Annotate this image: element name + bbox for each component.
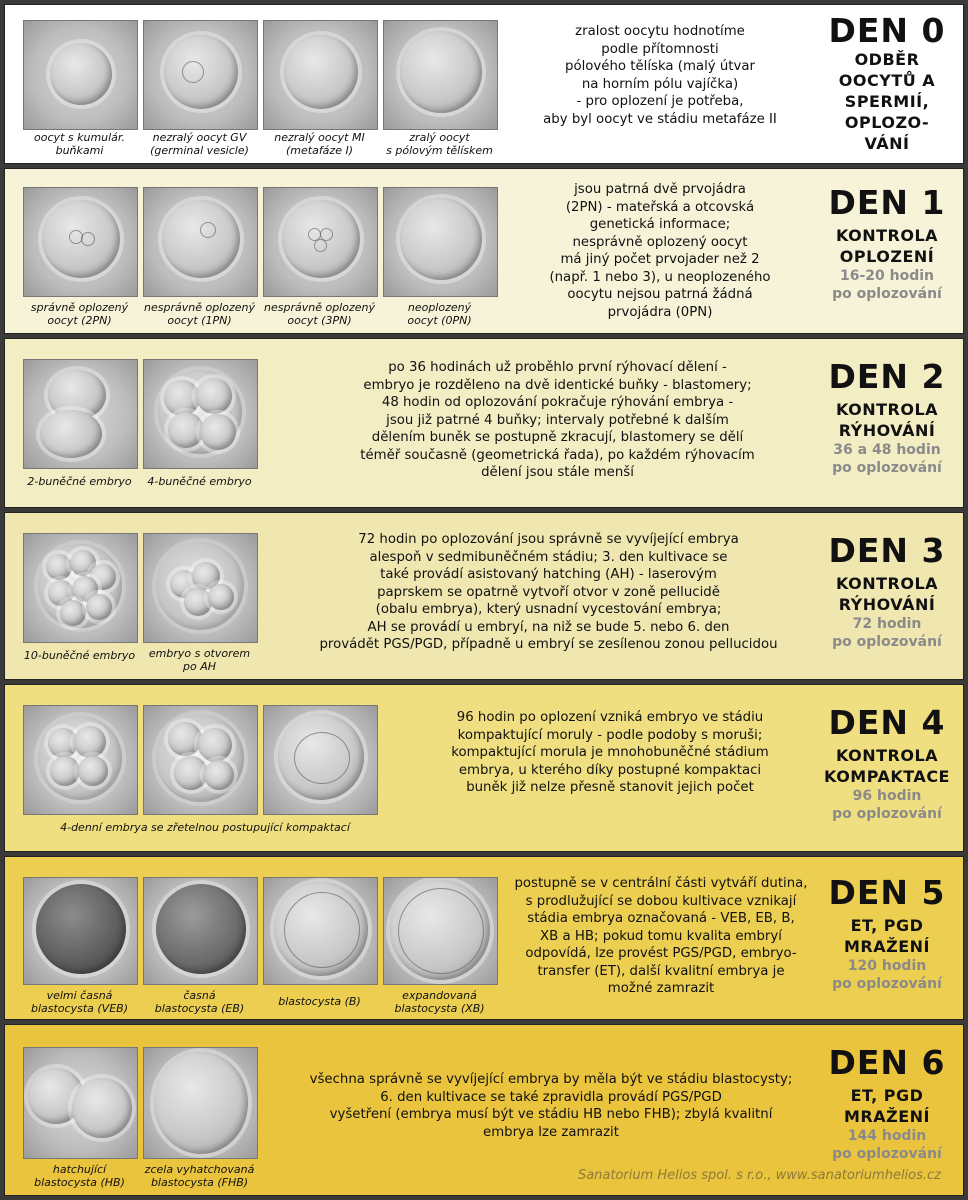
panel-day-4 [4,684,964,852]
embryo-image [143,533,258,643]
panel-description: jsou patrná dvě prvojádra (2PN) - mateřská a otcovská genetická informace; nesprávně oplozený oocyt má jiný počet prvojader než 2 (např. 1 nebo 3), u neoplozeného oocytu nejsou patrná žádná prvojádra (0PN) [549,182,771,320]
day-label-block [811,533,963,651]
image-caption: 2-buněčné embryo [27,475,132,488]
blastocyst-image [263,877,378,985]
day-number: DEN 6 [828,1043,946,1082]
embryo-image [143,705,258,815]
day-title: KONTROLA RÝHOVÁNÍ [835,574,939,614]
day-number: DEN 4 [828,703,946,742]
image-caption: embryo s otvorem po AH [148,647,251,673]
day-label-block [811,359,963,477]
day-title: KONTROLA OPLOZENÍ [835,226,939,266]
blastocyst-image [23,877,138,985]
panel-description: postupně se v centrální části vytváří dutina, s prodlužující se dobou kultivace vznikají stádia embrya označovaná - VEB, EB, B, XB a HB; pokud tomu kvalita embryí odpovídá, lze provést PGS/PGD, embryo- transfer (ET), další kvalitní embrya je možné zamrazit [514,876,808,996]
day-time: 144 hodin po oplozování [832,1128,942,1162]
day-label-block [811,875,963,993]
image-caption: správně oplozený oocyt (2PN) [30,301,129,327]
image-caption: expandovaná blastocysta (XB) [394,989,485,1015]
image-caption: zralý oocyt s pólovým tělískem [386,131,493,157]
day-title: ET, PGD MRAŽENÍ [844,916,930,956]
image-caption: oocyt s kumulár. buňkami [34,131,125,157]
group-caption: 4-denní embrya se zřetelnou postupující kompaktací [60,821,350,834]
image-caption: neoplozený oocyt (0PN) [407,301,472,327]
image-caption: nezralý oocyt MI (metafáze I) [274,131,365,157]
image-caption: nezralý oocyt GV (germinal vesicle) [150,131,249,157]
panel-description: všechna správně se vyvíjející embrya by měla být ve stádiu blastocysty; 6. den kultivace se také zpravidla provádí PGS/PGD vyšetření (embrya musí být ve stádiu HB nebo FHB); zbylá kvalitní embrya lze zamrazit [309,1072,793,1140]
blastocyst-image [383,877,498,985]
day-number: DEN 0 [828,11,946,50]
day-title: ET, PGD MRAŽENÍ [844,1086,930,1126]
panel-description: po 36 hodinách už proběhlo první rýhovací dělení - embryo je rozděleno na dvě identické buňky - blastomery; 48 hodin od oplozování pokračuje rýhování embrya - jsou již patrné 4 buňky; intervaly potřebné k dalším dělením buněk se postupně zkracují, blastomery se dělí téměř současně (geometrická řada), po každém rýhovacím dělení jsou stále menší [360,360,755,480]
image-caption: 4-buněčné embryo [147,475,252,488]
panel-day-0 [4,4,964,164]
day-title: KONTROLA KOMPAKTACE [824,746,950,786]
day-label-block [811,13,963,154]
image-caption: 10-buněčné embryo [23,649,136,662]
image-caption: nesprávně oplozený oocyt (1PN) [144,301,255,327]
blastocyst-image [143,1047,258,1159]
day-label-block [811,1045,963,1163]
panel-description: zralost oocytu hodnotíme podle přítomnosti pólového tělíska (malý útvar na horním pólu vajíčka) - pro oplození je potřeba, aby byl oocyt ve stádiu metafáze II [543,24,777,127]
blastocyst-image [143,877,258,985]
embryo-image [263,705,378,815]
embryo-image [143,359,258,469]
image-caption: hatchující blastocysta (HB) [34,1163,125,1189]
oocyte-image [263,187,378,297]
day-number: DEN 2 [828,357,946,396]
oocyte-image [143,187,258,297]
image-caption: velmi časná blastocysta (VEB) [31,989,128,1015]
embryo-image [23,533,138,643]
day-number: DEN 5 [828,873,946,912]
image-caption: zcela vyhatchovaná blastocysta (FHB) [144,1163,255,1189]
day-number: DEN 3 [828,531,946,570]
image-caption: časná blastocysta (EB) [154,989,245,1015]
panel-day-1 [4,168,964,334]
day-time: 72 hodin po oplozování [832,616,942,650]
panel-day-5 [4,856,964,1020]
day-time: 36 a 48 hodin po oplozování [832,442,942,476]
oocyte-image [383,187,498,297]
panel-description: 72 hodin po oplozování jsou správně se vyvíjející embrya alespoň v sedmibuněčném stádiu; 3. den kultivace se také provádí asistovaný hatching (AH) - laserovým paprskem se opatrně vytvoří otvor v zoně pellucidě (obalu embrya), který usnadní vycestování embrya; AH se provádí u embryí, na niž se bude 5. nebo 6. den provádět PGS/PGD, případně u embryí se zesílenou zonou pellucidou [319,532,778,652]
blastocyst-image [23,1047,138,1159]
image-caption: blastocysta (B) [278,995,361,1008]
oocyte-image [263,20,378,130]
embryo-image [23,359,138,469]
oocyte-image [23,187,138,297]
panel-day-2 [4,338,964,508]
panel-day-6 [4,1024,964,1196]
embryo-image [23,705,138,815]
day-number: DEN 1 [828,183,946,222]
day-label-block [811,185,963,303]
panel-description: 96 hodin po oplození vzniká embryo ve stádiu kompaktující moruly - podle podoby s moruši; kompaktující morula je mnohobuněčné stádium embrya, u kterého díky postupné kompaktaci buněk již nelze přesně stanovit jejich počet [451,710,769,795]
oocyte-image [23,20,138,130]
day-time: 16-20 hodin po oplozování [832,268,942,302]
day-time: 96 hodin po oplozování [832,788,942,822]
day-label-block [811,705,963,823]
oocyte-image [383,20,498,130]
day-time: 120 hodin po oplozování [832,958,942,992]
day-title: KONTROLA RÝHOVÁNÍ [835,400,939,440]
day-title: ODBĚR OOCYTŮ A SPERMIÍ, OPLOZO- VÁNÍ [838,50,936,153]
oocyte-image [143,20,258,130]
panel-day-3 [4,512,964,680]
footer-credit: Sanatorium Helios spol. s r.o., www.sanatoriumhelios.cz [577,1168,941,1183]
image-caption: nesprávně oplozený oocyt (3PN) [264,301,375,327]
